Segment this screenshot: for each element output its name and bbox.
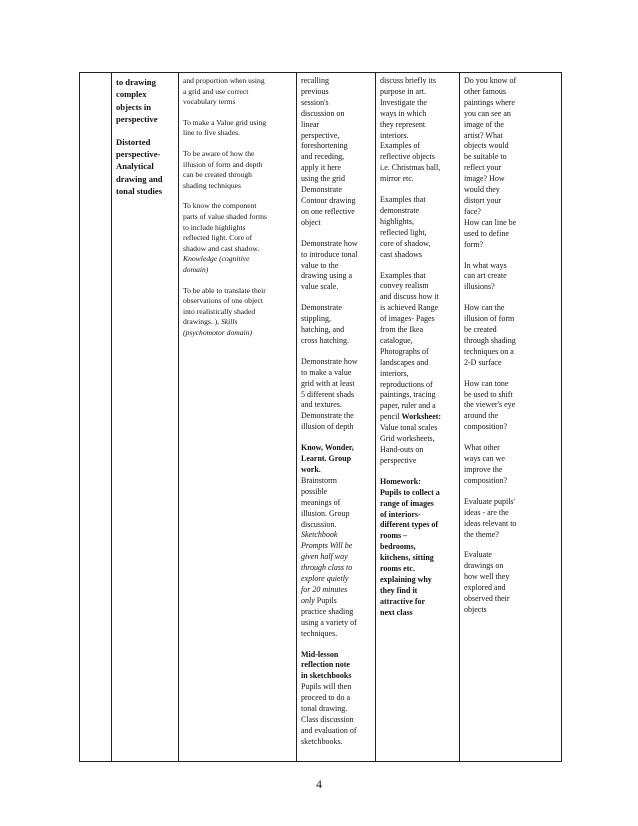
activity-block — [301, 650, 371, 748]
objective-text: To make a Value grid using line to five shades. — [183, 117, 267, 138]
assessment-question: What other ways can we improve the composition? — [464, 443, 508, 485]
topic-title: to drawing complex objects in perspective — [116, 77, 158, 125]
activity-text: Demonstrate how to introduce tonal value to the drawing using a value scale. — [301, 238, 358, 292]
resource-block — [380, 271, 455, 467]
domain-label: Knowledge (cognitive domain) — [183, 254, 250, 274]
assessment-question: In what ways can art create illusions? — [464, 260, 507, 292]
assessment-question: Evaluate drawings on how well they explored and observed their objects — [464, 550, 510, 614]
topic-cell — [112, 73, 179, 762]
activities-cell — [297, 73, 376, 762]
activity-text: Demonstrate stippling, hatching, and cross hatching. — [301, 303, 349, 345]
activity-text: Brainstorm possible meanings of illusion. Group discussion. — [301, 475, 350, 529]
objective-block — [183, 201, 292, 275]
objective-text: To be able to translate their observations of one object into realistically shaded drawings. ), — [183, 285, 266, 327]
assessment-question: How can tone be used to shift the viewer's eye around the composition? — [464, 378, 516, 432]
page-number: 4 — [316, 777, 322, 791]
objective-text: and proportion when using a grid and use correct vocabulary terms — [183, 76, 265, 107]
activity-text: Demonstrate how to make a value grid with at least 5 different shads and textures. Demonstrate the illusion of depth — [301, 356, 358, 432]
empty-cell — [80, 73, 112, 762]
objectives-cell — [179, 73, 297, 762]
activity-block — [301, 443, 371, 639]
resources-cell — [376, 73, 460, 762]
assessment-question: Evaluate pupils' ideas - are the ideas relevant to the theme? — [464, 496, 517, 539]
resource-text: Value tonal scales Grid worksheets, Hand-outs on perspective — [380, 423, 438, 465]
resource-text: Examples that demonstrate highlights, reflected light, core of shadow, cast shadows — [380, 195, 431, 259]
worksheet-label: Worksheet: — [401, 412, 442, 422]
lesson-plan-table — [79, 72, 562, 762]
topic-subtitle: Distorted perspective- Analytical drawing and tonal studies — [116, 136, 163, 197]
resource-text: discuss briefly its purpose in art. Investigate the ways in which they represent interiors. Examples of reflective objects i.e. Christmas ball, mirror etc. — [380, 76, 441, 184]
activity-heading: Know, Wonder, Learnt. Group work. — [301, 443, 354, 474]
objective-text: To be aware of how the illusion of form and depth can be created through shading techniques — [183, 148, 263, 190]
assessment-cell — [460, 73, 562, 762]
domain-label: Skills (psychomotor domain) — [183, 317, 252, 337]
activity-heading: Mid-lesson reflection note in sketchbooks — [301, 649, 352, 681]
homework-text: Homework: Pupils to collect a range of images of interiors- different types of rooms – bedrooms, kitchens, sitting rooms etc. explaining why they find it attractive for next class — [380, 476, 440, 617]
activity-text: recalling previous session's discussion on linear perspective, foreshortening and receding, apply it here using the grid Demonstrate Contour drawing on one reflective object — [301, 76, 356, 227]
objective-block — [183, 286, 292, 339]
assessment-question: How can the illusion of form be created through shading techniques on a 2-D surface — [464, 303, 516, 367]
assessment-question: Do you know of other famous paintings where you can see an image of the artist? What objects would be suitable to reflect your image? How would they distort your face? How can line be used to define form? — [464, 76, 517, 249]
activity-text: Pupils practice shading using a variety of techniques. — [301, 595, 357, 638]
sketchbook-prompt: Sketchbook Prompts Will be given half way through class to explore quietly for 20 minutes only — [301, 530, 353, 605]
table-row — [80, 73, 562, 762]
objective-text: To know the component parts of value shaded forms to include highlights reflected light. Core of shadow and cast shadow. — [183, 201, 267, 253]
resource-text: Examples that convey realism and discuss how it is achieved Range of images- Pages from the Ikea catalogue, Photographs of landscapes and interiors, reproductions of paintings, tracing paper, ruler and a pencil — [380, 270, 439, 422]
activity-text: Pupils will then proceed to do a tonal drawing. Class discussion and evaluation of sketchbooks. — [301, 682, 357, 746]
